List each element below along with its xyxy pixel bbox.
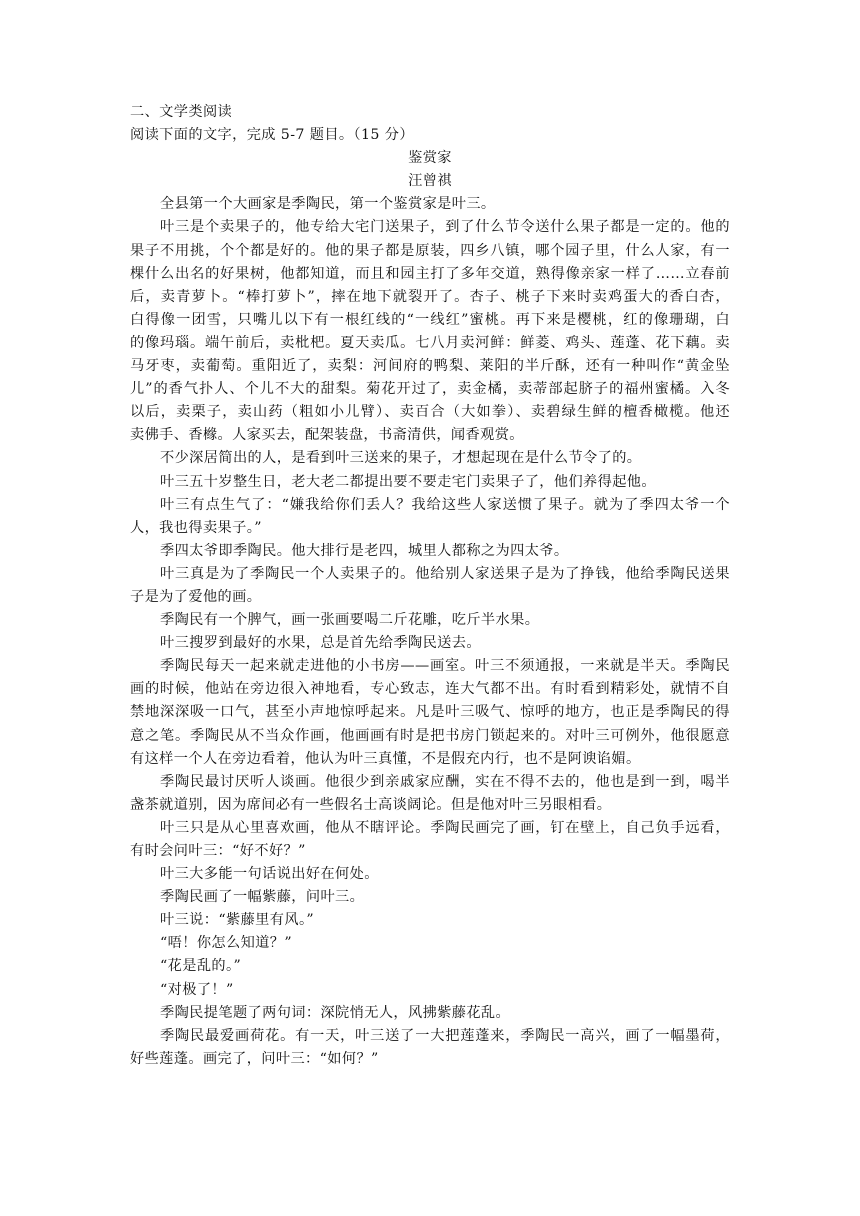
paragraph [130,909,730,932]
section-heading: 二、文学类阅读 [130,104,233,120]
paragraph [130,540,730,563]
paragraph-line: 季陶民画了一幅紫藤，问叶三。 [160,889,365,906]
paragraph-line: 盏茶就道别，因为席间必有一些假名士高谈阔论。但是他对叶三另眼相看。 [130,796,612,813]
paragraph-line: 有这样一个人在旁边看着，他认为叶三真懂，不是假充内行，也不是阿谀谄媚。 [130,750,641,767]
paragraph [130,1025,730,1071]
paragraph [130,771,730,817]
paragraph-line: 以后，卖栗子，卖山药（粗如小儿臂）、卖百合（大如拳）、卖碧绿生鲜的檀香橄榄。他还 [130,404,730,421]
paragraph-line: 马牙枣，卖葡萄。重阳近了，卖梨：河间府的鸭梨、莱阳的半斤酥，还有一种叫作“黄金坠 [130,358,730,375]
paragraph-line: 意之笔。季陶民从不当众作画，他画画有时是把书房门锁起来的。对叶三可例外，他很愿意 [130,727,730,744]
paragraph-line: 的像玛瑙。端午前后，卖枇杷。夏天卖瓜。七八月卖河鲜：鲜菱、鸡头、莲蓬、花下藕。卖 [130,334,730,351]
paragraph-line: 全县第一个大画家是季陶民，第一个鉴赏家是叶三。 [160,196,496,213]
paragraph-line: 儿”的香气扑人、个儿不大的甜梨。菊花开过了，卖金橘，卖蒂部起脐子的福州蜜橘。入冬 [130,381,730,398]
paragraph-line: 人，我也得卖果子。” [130,519,262,536]
paragraph [130,563,730,609]
paragraph [130,932,730,955]
instruction-text: 阅读下面的文字，完成 5-7 题目。（15 分） [130,127,414,144]
paragraph-line: 叶三五十岁整生日，老大老二都提出要不要走宅门卖果子了，他们养得起他。 [160,473,656,490]
paragraph-line: “花是乱的。” [160,958,242,975]
paragraph [130,979,730,1002]
paragraph-line: 不少深居简出的人，是看到叶三送来的果子，才想起现在是什么节令了的。 [160,450,642,467]
paragraph-line: 叶三搜罗到最好的水果，总是首先给季陶民送去。 [160,635,481,652]
paragraph-line: 后，卖青萝卜。“棒打萝卜”，摔在地下就裂开了。杏子、桃子下来时卖鸡蛋大的香白杏， [130,288,730,305]
paragraph [130,447,730,470]
paragraph [130,955,730,978]
paragraph-line: 季陶民每天一起来就走进他的小书房——画室。叶三不须通报，一来就是半天。季陶民 [160,658,730,675]
paragraph-line: 子是为了爱他的画。 [130,588,262,605]
paragraph-line: 叶三大多能一句话说出好在何处。 [160,866,379,883]
paragraph-line: 季四太爷即季陶民。他大排行是老四，城里人都称之为四太爷。 [160,542,569,559]
paragraph-line: 季陶民最讨厌听人谈画。他很少到亲戚家应酬，实在不得不去的，他也是到一到，喝半 [160,773,730,790]
paragraph [130,655,730,770]
paragraph [130,494,730,540]
paragraph [130,863,730,886]
paragraph-line: “对极了！” [160,981,234,998]
paragraph-line: 有时会问叶三：“好不好？” [130,843,306,859]
paragraph-line: 叶三有点生气了：“嫌我给你们丢人？我给这些人家送惯了果子。就为了季四太爷一个 [160,496,730,513]
paragraph [130,632,730,655]
paragraph [130,1002,730,1025]
article-title: 鉴赏家 [408,150,452,167]
paragraph [130,193,730,216]
paragraph [130,471,730,494]
paragraph-line: 叶三是个卖果子的，他专给大宅门送果子，到了什么节令送什么果子都是一定的。他的 [160,219,730,236]
paragraph [130,216,730,447]
paragraph-line: 白得像一团雪，只嘴儿以下有一根红线的“一线红”蜜桃。再下来是樱桃，红的像珊瑚，白 [130,311,730,328]
paragraph-line: 季陶民提笔题了两句词：深院悄无人，风拂紫藤花乱。 [160,1004,511,1021]
paragraph [130,886,730,909]
paragraph-line: 季陶民有一个脾气，画一张画要喝二斤花雕，吃斤半水果。 [160,612,540,629]
paragraph-line: “唔！你怎么知道？” [160,935,293,952]
article-author: 汪曾祺 [408,173,452,190]
paragraph-line: 禁地深深吸一口气，甚至小声地惊呼起来。凡是叶三吸气、惊呼的地方，也正是季陶民的得 [130,704,730,721]
paragraph-line: 画的时候，他站在旁边很入神地看，专心致志，连大气都不出。有时看到精彩处，就情不自 [130,681,730,698]
paragraph [130,817,730,863]
paragraph-line: 卖佛手、香橼。人家买去，配架装盘，书斋清供，闻香观赏。 [130,427,524,444]
paragraph-line: 叶三只是从心里喜欢画，他从不瞎评论。季陶民画完了画，钉在壁上，自己负手远看， [160,819,730,836]
paragraph-line: 叶三说：“紫藤里有风。” [160,912,315,929]
paragraph-line: 果子不用挑，个个都是好的。他的果子都是原装，四乡八镇，哪个园子里，什么人家，有一 [130,242,730,259]
paragraph-line: 叶三真是为了季陶民一个人卖果子的。他给别人家送果子是为了挣钱，他给季陶民送果 [160,565,730,582]
paragraph [130,609,730,632]
paragraph-line: 季陶民最爱画荷花。有一天，叶三送了一大把莲蓬来，季陶民一高兴，画了一幅墨荷， [160,1027,730,1044]
paragraph-line: 好些莲蓬。画完了，问叶三：“如何？” [130,1050,379,1067]
paragraph-line: 棵什么出名的好果树，他都知道，而且和园主打了多年交道，熟得像亲家一样了……立春前 [130,265,730,282]
article-body [130,193,730,1071]
document-page [130,101,730,1071]
